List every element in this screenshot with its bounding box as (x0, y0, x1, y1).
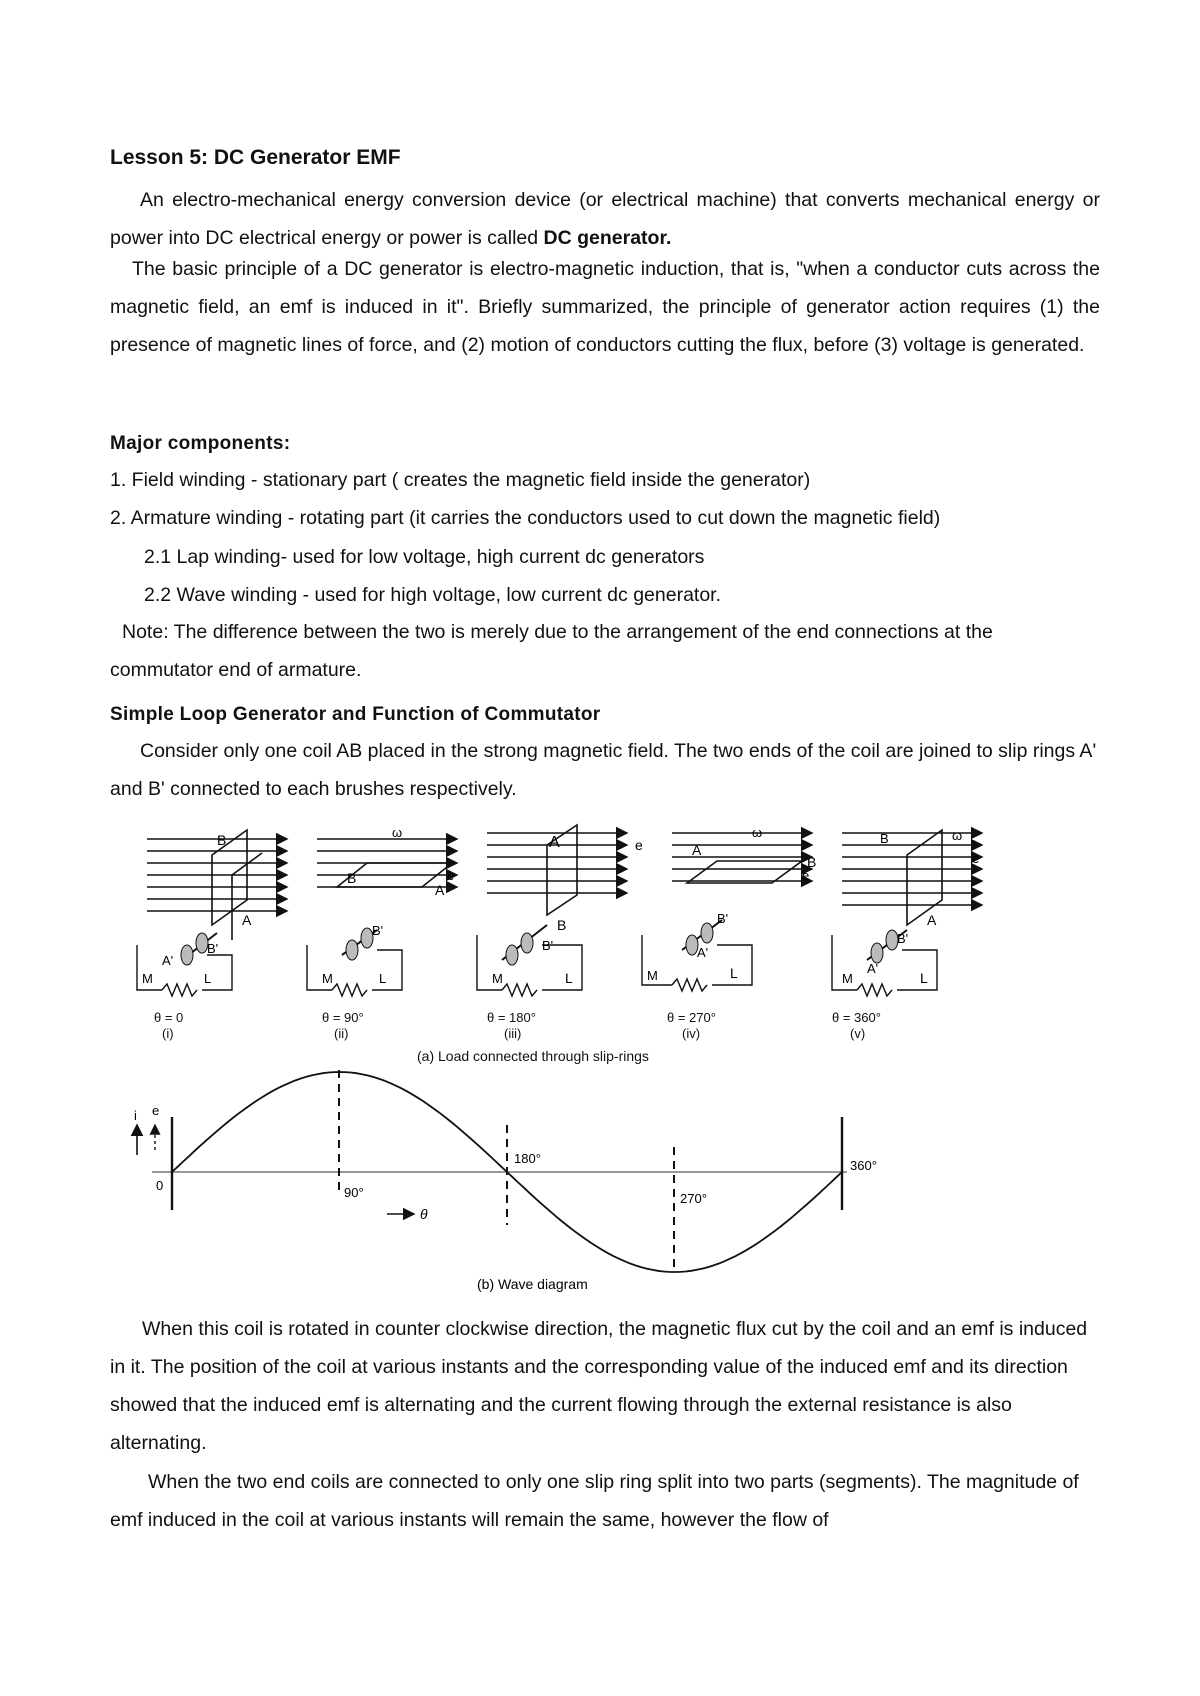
coil-panel-1 (137, 830, 287, 996)
svg-text:A: A (242, 912, 252, 928)
svg-text:M: M (842, 971, 853, 986)
coil-panel-2 (307, 825, 457, 996)
components-heading: Major components: (110, 433, 291, 454)
svg-text:B: B (347, 870, 357, 886)
component-item: 1. Field winding - stationary part ( creates the magnetic field inside the generator) (110, 469, 811, 491)
panel-angle: θ = 90° (322, 1010, 364, 1025)
principle-paragraph: The basic principle of a DC generator is electro-magnetic induction, that is, "when a conductor cuts across the magnetic field, an emf is induced in it". Briefly summarized, the principle of generator action requires (1) the presence of magnetic lines of force, and (2) motion of conductors cutting the flux, before (3) voltage is generated. (110, 258, 1100, 356)
svg-text:B': B' (897, 931, 909, 946)
label-0: 0 (156, 1178, 164, 1193)
label-theta: θ (420, 1206, 428, 1222)
figure-svg (134, 825, 1042, 1315)
panel-num: (v) (850, 1026, 866, 1041)
page-title: Lesson 5: DC Generator EMF (110, 146, 401, 169)
panel-num: (i) (162, 1026, 174, 1041)
note-paragraph: Note: The difference between the two is merely due to the arrangement of the end connections at the commutator end of armature. (110, 621, 993, 681)
label-360: 360° (850, 1158, 877, 1173)
section-paragraph: Consider only one coil AB placed in the strong magnetic field. The two ends of the coil are joined to slip rings A' and B' connected to each brushes respectively. (110, 740, 1097, 800)
coil-panel-4 (642, 825, 816, 991)
svg-text:L: L (920, 970, 928, 986)
svg-text:B: B (807, 854, 817, 870)
component-item: 2. Armature winding - rotating part (it carries the conductors used to cut down the magnetic field) (110, 507, 941, 529)
svg-text:ω: ω (752, 825, 763, 840)
panel-angle: θ = 360° (832, 1010, 881, 1025)
svg-text:B: B (217, 832, 227, 848)
panel-angle: θ = 0 (154, 1010, 184, 1025)
panel-labels (154, 1010, 881, 1064)
svg-text:e: e (802, 868, 810, 883)
svg-text:e: e (635, 837, 643, 853)
svg-text:B': B' (372, 923, 384, 938)
label-270: 270° (680, 1191, 707, 1206)
svg-text:A': A' (162, 953, 174, 968)
intro-paragraph (110, 181, 1100, 257)
coil-panel-3 (477, 825, 643, 996)
component-subitem: 2.2 Wave winding - used for high voltage, low current dc generator. (144, 584, 722, 606)
panel-angle: θ = 270° (667, 1010, 716, 1025)
svg-text:M: M (142, 971, 153, 986)
svg-text:M: M (322, 971, 333, 986)
svg-text:e: e (447, 868, 455, 883)
svg-text:e: e (972, 851, 980, 866)
caption-a: (a) Load connected through slip-rings (417, 1048, 649, 1064)
caption-b: (b) Wave diagram (477, 1276, 588, 1292)
panel-num: (iv) (682, 1026, 701, 1041)
component-subitem: 2.1 Lap winding- used for low voltage, high current dc generators (144, 546, 705, 568)
svg-text:ω: ω (392, 825, 403, 840)
after-figure-paragraph-2: When the two end coils are connected to only one slip ring split into two parts (segments). The magnitude of emf induced in the coil at various instants will remain the same, however the flow of (110, 1471, 1079, 1531)
svg-text:B': B' (207, 941, 219, 956)
svg-text:B: B (880, 831, 889, 846)
svg-text:A': A' (867, 961, 879, 976)
section-heading: Simple Loop Generator and Function of Commutator (110, 704, 601, 725)
label-180: 180° (514, 1151, 541, 1166)
label-90: 90° (344, 1185, 364, 1200)
svg-text:A: A (549, 834, 560, 851)
panel-num: (iii) (504, 1026, 522, 1041)
svg-text:A: A (927, 912, 937, 928)
svg-text:B: B (557, 917, 567, 933)
panel-angle: θ = 180° (487, 1010, 536, 1025)
svg-text:B': B' (542, 938, 554, 953)
intro-text: An electro-mechanical energy conversion device (or electrical machine) that converts mechanical energy or power into DC electrical energy or power is called (110, 189, 1100, 249)
svg-text:A': A' (697, 945, 709, 960)
svg-text:L: L (379, 971, 387, 986)
svg-text:B': B' (717, 911, 729, 926)
intro-bold-term: DC generator. (543, 227, 672, 249)
axis-e: e (152, 1103, 160, 1118)
svg-text:M: M (647, 968, 658, 983)
svg-text:L: L (565, 970, 573, 986)
svg-text:ω: ω (952, 828, 963, 843)
axis-i: i (134, 1108, 137, 1123)
svg-text:A: A (435, 882, 445, 898)
svg-text:L: L (730, 965, 738, 981)
coil-panel-5 (832, 828, 982, 996)
svg-text:A: A (692, 842, 702, 858)
svg-text:L: L (204, 971, 212, 986)
after-figure-paragraph-1: When this coil is rotated in counter clockwise direction, the magnetic flux cut by the coil and an emf is induced in it. The position of the coil at various instants and the corresponding value of the induced emf and its direction showed that the induced emf is alternating and the current flowing through the external resistance is also alternating. (110, 1318, 1088, 1454)
generator-figure (134, 825, 1042, 1315)
wave-diagram (134, 1070, 877, 1292)
panel-num: (ii) (334, 1026, 349, 1041)
svg-text:M: M (492, 971, 503, 986)
